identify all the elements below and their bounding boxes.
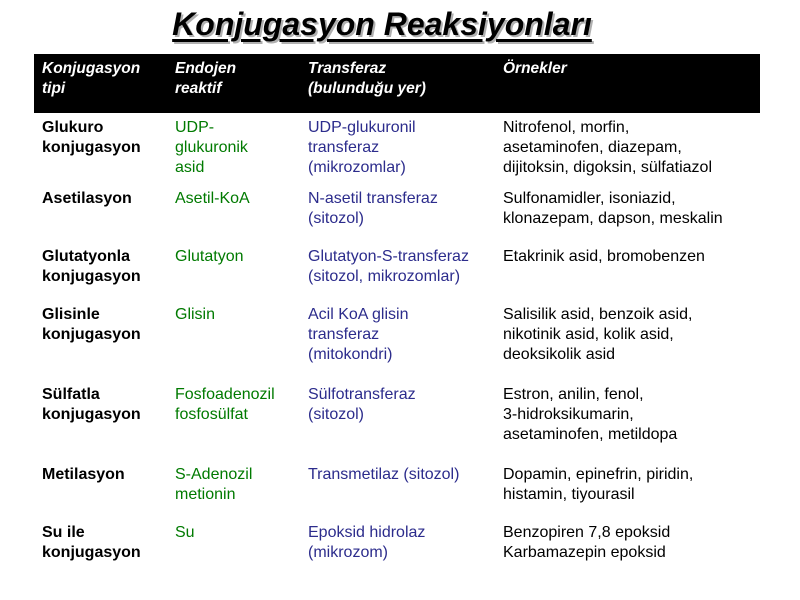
cell-examples bbox=[495, 305, 760, 385]
header-conjugation-type bbox=[34, 54, 167, 113]
page-title: Konjugasyon Reaksiyonları bbox=[172, 6, 592, 42]
table-row bbox=[34, 189, 760, 247]
cell-transferase bbox=[300, 305, 495, 385]
header-line: Örnekler bbox=[503, 60, 567, 77]
cell-line: Sülfatla bbox=[42, 386, 100, 403]
cell-line: metionin bbox=[175, 486, 236, 503]
cell-transferase bbox=[300, 189, 495, 247]
cell-line: histamin, tiyourasil bbox=[503, 486, 635, 503]
cell-line: fosfosülfat bbox=[175, 406, 248, 423]
header-endogenous-reactive bbox=[167, 54, 300, 113]
cell-line: transferaz bbox=[308, 139, 380, 156]
cell-line: Nitrofenol, morfin, bbox=[503, 119, 630, 136]
cell-line: UDP-glukuronil bbox=[308, 119, 416, 136]
header-line: Transferaz bbox=[308, 60, 387, 77]
table-row bbox=[34, 465, 760, 523]
cell-line: (sitozol) bbox=[308, 210, 365, 227]
cell-line: Su bbox=[175, 524, 195, 541]
table-row bbox=[34, 523, 760, 569]
cell-conjugation-type bbox=[34, 305, 167, 385]
cell-conjugation-type bbox=[34, 247, 167, 305]
cell-examples bbox=[495, 189, 760, 247]
cell-endogenous-reactive bbox=[167, 305, 300, 385]
header-line: reaktif bbox=[175, 80, 222, 97]
cell-line: Acil KoA glisin bbox=[308, 306, 409, 323]
cell-examples bbox=[495, 385, 760, 465]
cell-line: dijitoksin, digoksin, sülfatiazol bbox=[503, 159, 712, 176]
cell-conjugation-type bbox=[34, 189, 167, 247]
header-line: tipi bbox=[42, 80, 66, 97]
cell-transferase bbox=[300, 113, 495, 189]
cell-line: (mikrozomlar) bbox=[308, 159, 406, 176]
cell-line: Asetilasyon bbox=[42, 190, 132, 207]
cell-line: Fosfoadenozil bbox=[175, 386, 275, 403]
cell-endogenous-reactive bbox=[167, 189, 300, 247]
cell-conjugation-type bbox=[34, 523, 167, 569]
cell-line: Glutatyon bbox=[175, 248, 244, 265]
table-row bbox=[34, 113, 760, 189]
table-row bbox=[34, 385, 760, 465]
table-row bbox=[34, 305, 760, 385]
cell-line: N-asetil transferaz bbox=[308, 190, 438, 207]
cell-transferase bbox=[300, 523, 495, 569]
header-transferase bbox=[300, 54, 495, 113]
cell-line: Glisinle bbox=[42, 306, 100, 323]
cell-line: Glukuro bbox=[42, 119, 104, 136]
cell-line: UDP- bbox=[175, 119, 215, 136]
cell-line: Dopamin, epinefrin, piridin, bbox=[503, 466, 694, 483]
cell-endogenous-reactive bbox=[167, 465, 300, 523]
cell-endogenous-reactive bbox=[167, 113, 300, 189]
cell-line: konjugasyon bbox=[42, 326, 141, 343]
cell-line: glukuronik bbox=[175, 139, 248, 156]
cell-line: Transmetilaz (sitozol) bbox=[308, 466, 460, 483]
cell-line: asetaminofen, metildopa bbox=[503, 426, 678, 443]
cell-line: konjugasyon bbox=[42, 268, 141, 285]
cell-line: 3-hidroksikumarin, bbox=[503, 406, 634, 423]
cell-line: nikotinik asid, kolik asid, bbox=[503, 326, 674, 343]
cell-line: Su ile bbox=[42, 524, 85, 541]
cell-examples bbox=[495, 247, 760, 305]
header-examples bbox=[495, 54, 760, 113]
cell-line: Glutatyon-S-transferaz bbox=[308, 248, 469, 265]
cell-line: (sitozol, mikrozomlar) bbox=[308, 268, 461, 285]
cell-line: konjugasyon bbox=[42, 139, 141, 156]
cell-line: Glisin bbox=[175, 306, 216, 323]
header-line: (bulunduğu yer) bbox=[308, 80, 426, 97]
cell-endogenous-reactive bbox=[167, 247, 300, 305]
cell-line: S-Adenozil bbox=[175, 466, 253, 483]
cell-line: konjugasyon bbox=[42, 544, 141, 561]
cell-line: Karbamazepin epoksid bbox=[503, 544, 666, 561]
cell-line: klonazepam, dapson, meskalin bbox=[503, 210, 723, 227]
cell-line: Epoksid hidrolaz bbox=[308, 524, 426, 541]
cell-examples bbox=[495, 523, 760, 569]
cell-endogenous-reactive bbox=[167, 385, 300, 465]
cell-line: Estron, anilin, fenol, bbox=[503, 386, 644, 403]
header-line: Endojen bbox=[175, 60, 237, 77]
cell-line: (mitokondri) bbox=[308, 346, 393, 363]
cell-line: Sulfonamidler, isoniazid, bbox=[503, 190, 676, 207]
cell-transferase bbox=[300, 465, 495, 523]
cell-conjugation-type bbox=[34, 113, 167, 189]
cell-transferase bbox=[300, 385, 495, 465]
conjugation-table bbox=[34, 54, 760, 569]
cell-line: konjugasyon bbox=[42, 406, 141, 423]
cell-line: Metilasyon bbox=[42, 466, 125, 483]
cell-line: Sülfotransferaz bbox=[308, 386, 416, 403]
header-line: Konjugasyon bbox=[42, 60, 141, 77]
cell-transferase bbox=[300, 247, 495, 305]
cell-line: Etakrinik asid, bromobenzen bbox=[503, 248, 705, 265]
cell-line: Asetil-KoA bbox=[175, 190, 250, 207]
cell-line: asid bbox=[175, 159, 205, 176]
table-row bbox=[34, 247, 760, 305]
cell-line: asetaminofen, diazepam, bbox=[503, 139, 682, 156]
cell-conjugation-type bbox=[34, 385, 167, 465]
cell-line: deoksikolik asid bbox=[503, 346, 616, 363]
cell-line: (sitozol) bbox=[308, 406, 365, 423]
cell-line: Glutatyonla bbox=[42, 248, 131, 265]
cell-examples bbox=[495, 113, 760, 189]
cell-line: (mikrozom) bbox=[308, 544, 388, 561]
table-header-row bbox=[34, 54, 760, 113]
cell-examples bbox=[495, 465, 760, 523]
cell-conjugation-type bbox=[34, 465, 167, 523]
cell-line: Salisilik asid, benzoik asid, bbox=[503, 306, 693, 323]
cell-endogenous-reactive bbox=[167, 523, 300, 569]
cell-line: transferaz bbox=[308, 326, 380, 343]
cell-line: Benzopiren 7,8 epoksid bbox=[503, 524, 671, 541]
